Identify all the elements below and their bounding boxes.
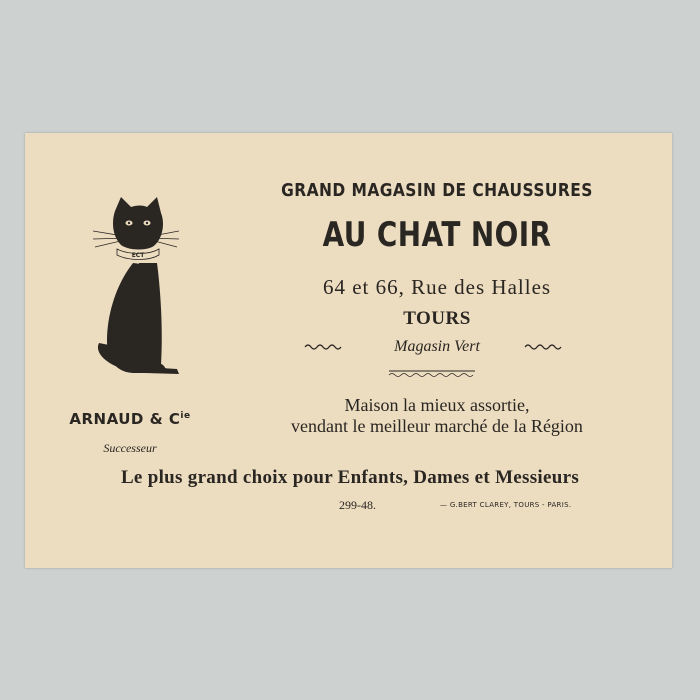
- wavy-ornament-right: [523, 342, 567, 352]
- printer-credit: — G.BERT CLAREY, TOURS - PARIS.: [440, 501, 572, 509]
- owner-role: Successeur: [103, 441, 157, 455]
- owner-name: ARNAUD & $C^{ie}$: [69, 410, 191, 428]
- reference-number: 299-48.: [339, 498, 376, 512]
- collar-text: ECT: [131, 252, 145, 259]
- store-city: TOURS: [403, 308, 471, 329]
- business-card: [25, 133, 672, 568]
- store-address: 64 et 66, Rue des Halles: [322, 275, 552, 299]
- tagline-line1: Maison la mieux assortie,: [344, 395, 530, 415]
- store-name: AU CHAT NOIR: [322, 215, 552, 255]
- owner-suffix: ie: [180, 411, 191, 421]
- bottom-line: Le plus grand choix pour Enfants, Dames et Messieurs: [120, 467, 580, 488]
- store-heading: GRAND MAGASIN DE CHAUSSURES: [281, 180, 593, 201]
- store-type: Magasin Vert: [394, 338, 480, 355]
- tagline-line2: vendant le meilleur marché de la Région: [291, 416, 583, 436]
- divider-ornament: [385, 369, 479, 377]
- black-cat-icon: [93, 193, 179, 378]
